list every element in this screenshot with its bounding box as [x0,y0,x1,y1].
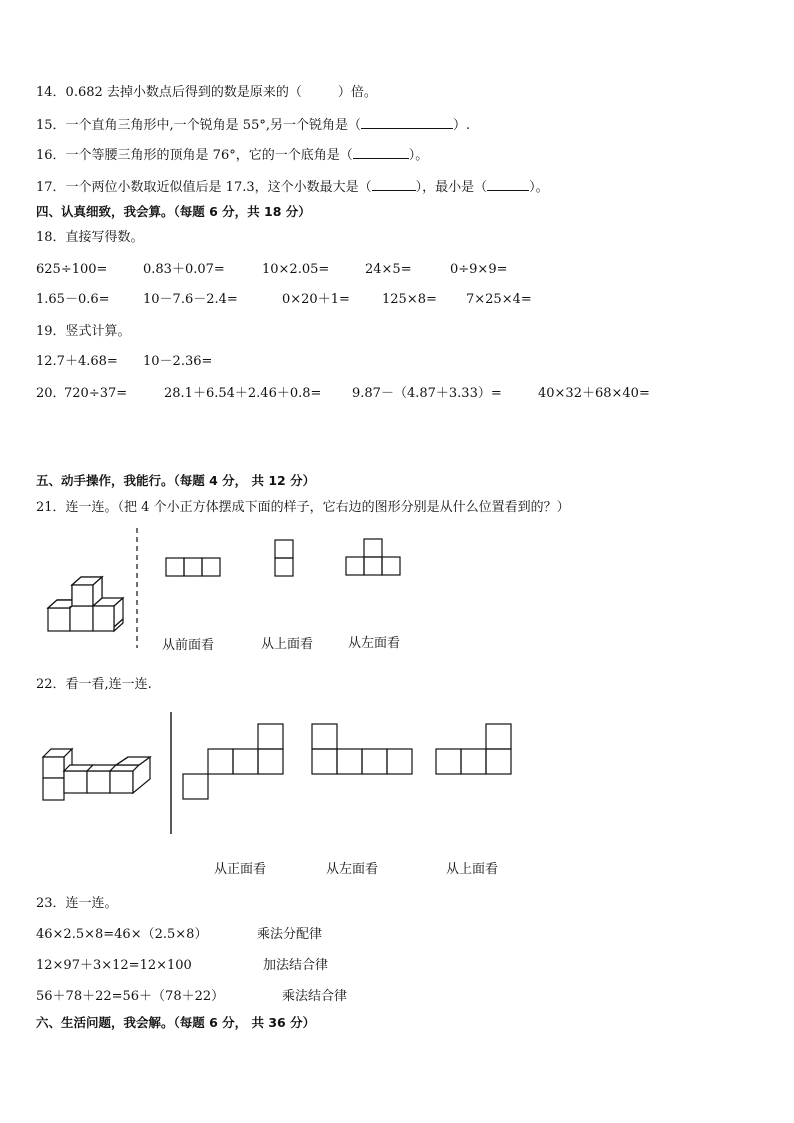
q23-law: 乘法分配律 [257,927,323,942]
section-6-heading: 六、生活问题，我会解。（每题 6 分， 共 36 分） [36,1015,316,1030]
q21-view-t-shape [345,538,403,578]
q21-cube-figure [44,576,126,636]
q17-text-mid: ），最小是（ [415,180,488,195]
q23-title: 23．连一连。 [36,896,118,911]
section-4-heading: 四、认真细致，我会算。（每题 6 分，共 18 分） [36,204,311,219]
q22-caption: 从左面看 [326,862,379,877]
q22-view-l-left [311,723,415,777]
question-17 [36,178,549,196]
q23-expr: 56＋78＋22=56＋（78＋22） [36,989,225,1004]
q18-expr: 0×20＋1= [282,292,350,307]
q19-expr: 12.7＋4.68= [36,354,118,369]
q19-title: 19．竖式计算。 [36,324,131,339]
q18-expr: 125×8= [382,292,437,307]
q17-text-end: ）。 [529,180,549,195]
q20-expr: 40×32＋68×40= [538,386,650,401]
q22-divider [169,712,173,834]
q15-text: 15．一个直角三角形中,一个锐角是 55°,另一个锐角是（ [36,118,361,133]
q16-text: 16．一个等腰三角形的顶角是 76°，它的一个底角是（ [36,148,353,163]
question-14 [36,84,377,101]
question-15 [36,116,470,134]
q21-view-three-row [165,557,222,578]
q18-expr: 24×5= [365,262,412,277]
q22-view-stair [182,723,286,801]
q22-view-l-right [435,723,515,777]
q17-blank-max[interactable] [372,178,416,191]
question-16 [36,146,428,164]
q19-expr: 10－2.36= [143,354,213,369]
q20-expr: 28.1＋6.54＋2.46＋0.8= [164,386,322,401]
q21-caption: 从上面看 [261,637,314,652]
q22-cube-figure [40,746,156,802]
q18-expr: 0.83＋0.07= [143,262,225,277]
q23-law: 乘法结合律 [282,989,348,1004]
cube-face [70,606,93,631]
q18-expr: 1.65－0.6= [36,292,110,307]
q20-label: 20． [36,386,66,401]
section-5-heading: 五、动手操作，我能行。（每题 4 分， 共 12 分） [36,473,316,488]
q21-caption: 从前面看 [162,638,215,653]
q23-expr: 46×2.5×8=46×（2.5×8） [36,927,208,942]
q20-expr: 9.87－（4.87＋3.33）= [352,386,502,401]
q21-view-two-stack [274,539,295,579]
q17-text: 17．一个两位小数取近似值后是 17.3，这个小数最大是（ [36,180,372,195]
cube-face [48,600,72,608]
q18-expr: 10×2.05= [262,262,330,277]
q22-caption: 从上面看 [446,862,499,877]
q16-text-end: ）。 [408,148,429,163]
q21-title: 21．连一连。（把 4 个小正方体摆成下面的样子，它右边的图形分别是从什么位置看到的？） [36,500,570,515]
q15-text-end: ）. [452,118,471,133]
cube-face [93,606,114,631]
q18-expr: 10－7.6－2.4= [143,292,238,307]
q21-caption: 从左面看 [348,636,401,651]
q14-text-end: ）倍。 [337,85,377,100]
q17-blank-min[interactable] [487,178,529,191]
q22-title: 22．看一看,连一连. [36,677,152,692]
q21-divider [134,528,140,648]
q22-caption: 从正面看 [214,862,267,877]
q20-expr: 720÷37= [64,386,128,401]
q15-blank[interactable] [361,116,453,129]
q18-expr: 625÷100= [36,262,108,277]
q23-expr: 12×97＋3×12=12×100 [36,958,192,973]
cube-face [48,608,70,631]
q14-blank[interactable] [302,84,338,96]
cube-face [72,585,93,606]
q16-blank[interactable] [353,146,409,159]
q18-expr: 7×25×4= [466,292,532,307]
q18-expr: 0÷9×9= [450,262,508,277]
q18-title: 18．直接写得数。 [36,230,144,245]
q23-law: 加法结合律 [263,958,329,973]
q14-text: 14．0.682 去掉小数点后得到的数是原来的（ [36,85,302,100]
